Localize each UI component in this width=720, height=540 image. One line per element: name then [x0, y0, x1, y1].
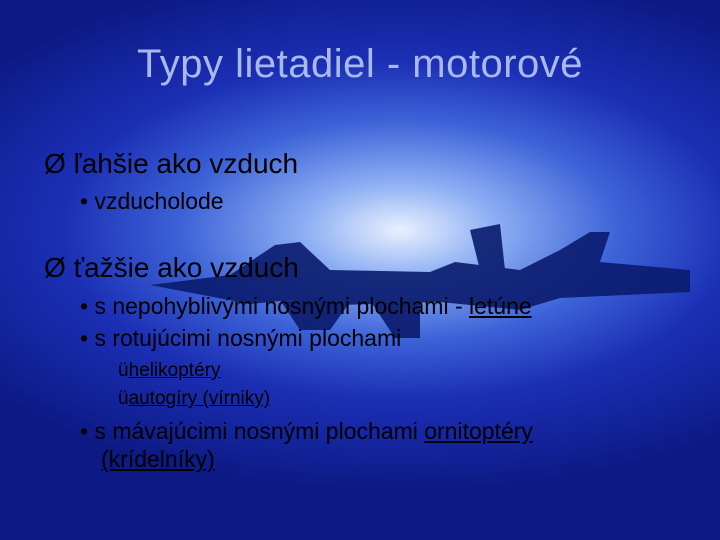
bullet-text: s nepohyblivými nosnými plochami -: [94, 293, 469, 319]
link-letune[interactable]: letúne: [469, 293, 532, 319]
check-bullet-icon: ü: [118, 388, 129, 409]
link-autogiry[interactable]: autogíry (vírniky): [128, 388, 271, 409]
arrow-bullet-icon: Ø: [44, 252, 66, 283]
bullet-text: s rotujúcimi nosnými plochami: [94, 325, 402, 351]
bullet-text: ťažšie ako vzduch: [73, 252, 299, 283]
link-helikoptery[interactable]: helikoptéry: [128, 360, 221, 381]
arrow-bullet-icon: Ø: [44, 148, 66, 179]
sub-bullet-item: [80, 325, 401, 352]
slide-title: Typy lietadiel - motorové: [136, 42, 583, 86]
dot-bullet-icon: •: [80, 188, 89, 214]
dot-bullet-icon: •: [80, 325, 89, 351]
link-kridelniky[interactable]: (krídelníky): [101, 446, 215, 472]
sub-sub-bullet-item: [118, 360, 220, 382]
sub-bullet-item: [80, 293, 532, 320]
dot-bullet-icon: •: [80, 418, 89, 444]
bullet-text: vzducholode: [94, 188, 224, 214]
bullet-item: [44, 252, 299, 284]
link-ornitoptery[interactable]: ornitoptéry: [424, 418, 533, 444]
sub-sub-bullet-item: [118, 388, 270, 410]
sub-bullet-item: [80, 418, 533, 445]
bullet-item: [44, 148, 298, 180]
bullet-text: ľahšie ako vzduch: [73, 148, 299, 179]
dot-bullet-icon: •: [80, 293, 89, 319]
sub-bullet-item: [80, 188, 224, 215]
bullet-text: s mávajúcimi nosnými plochami: [94, 418, 425, 444]
check-bullet-icon: ü: [118, 360, 129, 381]
sub-bullet-continuation: [101, 446, 215, 473]
